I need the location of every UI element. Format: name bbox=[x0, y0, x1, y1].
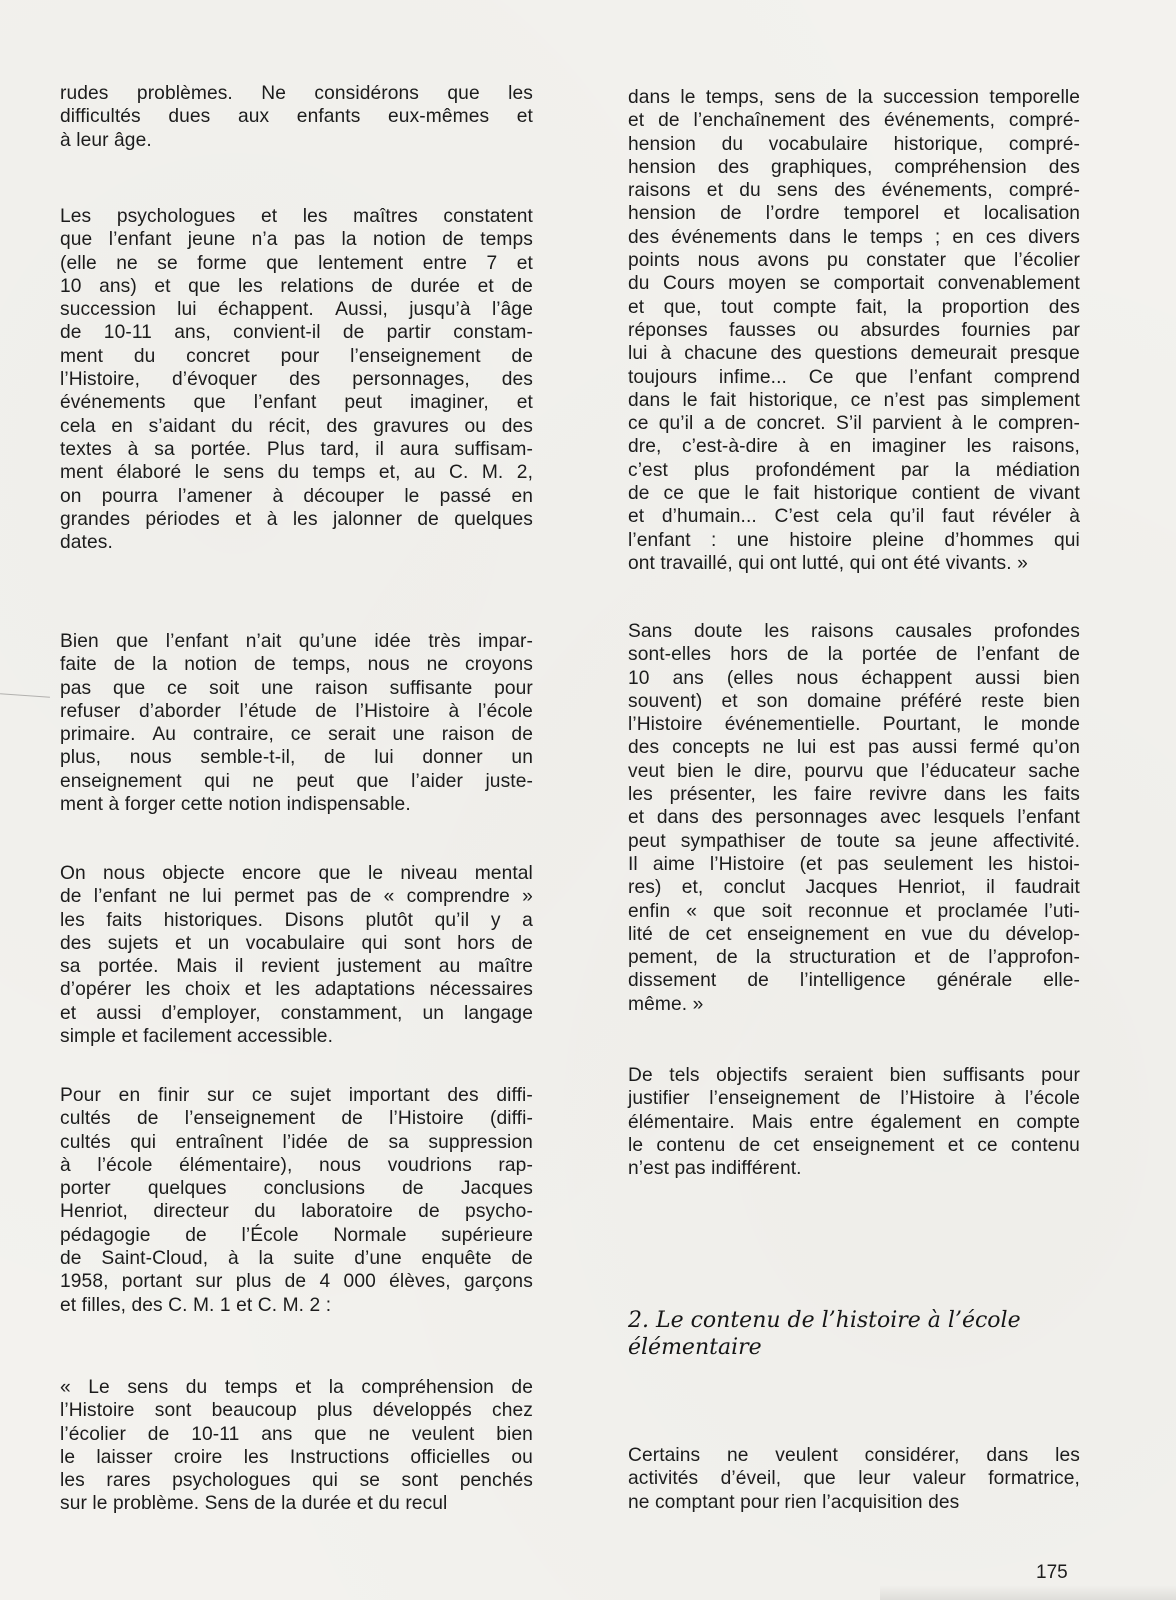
text-line: textes à sa portée. Plus tard, il aura suffisam- bbox=[60, 438, 533, 460]
text-line: faite de la notion de temps, nous ne croyons bbox=[60, 654, 533, 676]
page-number: 175 bbox=[1036, 1562, 1068, 1583]
text-line: Certains ne veulent considérer, dans les bbox=[628, 1445, 1080, 1466]
paragraph bbox=[60, 630, 533, 816]
text-line: le laisser croire les Instructions officielles ou bbox=[60, 1446, 533, 1468]
text-line: le contenu de cet enseignement et ce contenu bbox=[628, 1134, 1080, 1156]
text-line: et de l’enchaînement des événements, compré- bbox=[628, 110, 1080, 132]
text-line: porter quelques conclusions de Jacques bbox=[60, 1178, 533, 1200]
text-line: points nous avons pu constater que l’écolier bbox=[628, 250, 1080, 272]
text-line: pas que ce soit une raison suffisante pour bbox=[60, 677, 533, 699]
text-line: de Saint-Cloud, à la suite d’une enquête de bbox=[60, 1248, 533, 1270]
text-line: sont-elles hors de la portée de l’enfant de bbox=[628, 644, 1080, 666]
text-line: « Le sens du temps et la compréhension de bbox=[60, 1377, 533, 1398]
text-line: ce qu’il a de concret. S’il parvient à le compren- bbox=[628, 413, 1080, 435]
text-line: des concepts ne lui est pas aussi fermé qu’on bbox=[628, 737, 1080, 759]
section-heading bbox=[628, 1307, 1080, 1361]
text-line: Sans doute les raisons causales profondes bbox=[628, 621, 1080, 642]
text-line: de ce que le fait historique contient de vivant bbox=[628, 483, 1080, 505]
section-heading-line: 2. Le contenu de l’histoire à l’école bbox=[628, 1308, 1021, 1333]
paragraph bbox=[60, 1376, 533, 1516]
text-line: cela en s’aidant du récit, des gravures ou des bbox=[60, 415, 533, 437]
text-line: ment du concret pour l’enseignement de bbox=[60, 345, 533, 367]
text-line: activités d’éveil, que leur valeur formatrice, bbox=[628, 1468, 1080, 1490]
section-heading-line: élémentaire bbox=[628, 1335, 762, 1360]
text-line: lui à chacune des questions demeurait presque bbox=[628, 343, 1080, 365]
text-line: Il aime l’Histoire (et pas seulement les histoi- bbox=[628, 853, 1080, 875]
text-line: les présenter, les faire revivre dans les faits bbox=[628, 784, 1080, 806]
paragraph bbox=[628, 86, 1080, 575]
text-line: succession lui échappent. Aussi, jusqu’à l’âge bbox=[60, 299, 533, 321]
text-line: du Cours moyen se comportait convenablement bbox=[628, 273, 1080, 295]
text-line: hension du vocabulaire historique, compré- bbox=[628, 133, 1080, 155]
text-line: l’écolier de 10-11 ans que ne veulent bien bbox=[60, 1423, 533, 1445]
text-line: Bien que l’enfant n’ait qu’une idée très impar- bbox=[60, 631, 533, 652]
text-line: Henriot, directeur du laboratoire de psycho- bbox=[60, 1201, 533, 1223]
text-line: grandes périodes et à les jalonner de quelques bbox=[60, 508, 533, 530]
text-line: cultés qui entraînent l’idée de sa suppression bbox=[60, 1131, 533, 1153]
text-line: ont travaillé, qui ont lutté, qui ont été vivants. » bbox=[628, 552, 1028, 574]
text-line: réponses fausses ou absurdes fournies par bbox=[628, 319, 1080, 341]
text-line: de 10-11 ans, convient-il de partir constam- bbox=[60, 322, 533, 344]
text-line: à leur âge. bbox=[60, 129, 152, 151]
text-line: justifier l’enseignement de l’Histoire à l’école bbox=[628, 1088, 1080, 1110]
text-line: dissement de l’intelligence générale elle- bbox=[628, 970, 1080, 992]
text-line: des événements dans le temps ; en ces divers bbox=[628, 226, 1080, 248]
text-line: 10 ans (elles nous échappent aussi bien bbox=[628, 667, 1080, 689]
text-line: d’opérer les choix et les adaptations nécessaires bbox=[60, 979, 533, 1001]
text-line: hension de l’ordre temporel et localisation bbox=[628, 203, 1080, 225]
text-line: les rares psychologues qui se sont penchés bbox=[60, 1470, 533, 1492]
text-line: raisons et du sens des événements, compré- bbox=[628, 180, 1080, 202]
text-line: toujours infime... Ce que l’enfant comprend bbox=[628, 366, 1080, 388]
text-line: souvent) et son domaine préféré reste bien bbox=[628, 690, 1080, 712]
text-line: simple et facilement accessible. bbox=[60, 1026, 334, 1048]
text-line: 1958, portant sur plus de 4 000 élèves, garçons bbox=[60, 1271, 533, 1293]
text-line: à l’école élémentaire), nous voudrions rap- bbox=[60, 1154, 533, 1176]
text-line: refuser d’aborder l’étude de l’Histoire à l’école bbox=[60, 700, 533, 722]
text-line: dans le fait historique, ce n’est pas simplement bbox=[628, 389, 1080, 411]
text-line: dates. bbox=[60, 532, 113, 554]
text-line: même. » bbox=[628, 993, 704, 1015]
text-line: pement, de la structuration et de l’approfon- bbox=[628, 947, 1080, 969]
text-line: enseignement qui ne peut que l’aider juste- bbox=[60, 770, 533, 792]
text-line: événements que l’enfant peut imaginer, et bbox=[60, 392, 533, 414]
paragraph bbox=[628, 1064, 1080, 1180]
page-edge-shadow bbox=[880, 1585, 1176, 1600]
text-line: ment à forger cette notion indispensable. bbox=[60, 794, 411, 816]
text-line: pédagogie de l’École Normale supérieure bbox=[60, 1224, 533, 1246]
text-line: et dans des personnages avec lesquels l’enfant bbox=[628, 807, 1080, 829]
text-line: res) et, conclut Jacques Henriot, il faudrait bbox=[628, 877, 1080, 899]
text-line: et d’humain... C’est cela qu’il faut révéler à bbox=[628, 506, 1080, 528]
text-line: n’est pas indifférent. bbox=[628, 1158, 802, 1180]
text-line: l’enfant : une histoire pleine d’hommes qui bbox=[628, 529, 1080, 551]
text-line: primaire. Au contraire, ce serait une raison de bbox=[60, 724, 533, 746]
paragraph bbox=[60, 1084, 533, 1317]
text-line: et filles, des C. M. 1 et C. M. 2 : bbox=[60, 1294, 332, 1316]
paragraph bbox=[60, 862, 533, 1048]
text-line: hension des graphiques, compréhension des bbox=[628, 156, 1080, 178]
text-line: les faits historiques. Disons plutôt qu’il y a bbox=[60, 909, 533, 931]
text-line: peut sympathiser de toute sa jeune affectivité. bbox=[628, 830, 1080, 852]
text-line: (elle ne se forme que lentement entre 7 et bbox=[60, 252, 533, 274]
text-line: difficultés dues aux enfants eux-mêmes et bbox=[60, 106, 533, 128]
text-line: dans le temps, sens de la succession temporelle bbox=[628, 87, 1080, 108]
text-line: que l’enfant jeune n’a pas la notion de temps bbox=[60, 229, 533, 251]
text-line: ne comptant pour rien l’acquisition des bbox=[628, 1491, 960, 1513]
text-line: l’Histoire événementielle. Pourtant, le monde bbox=[628, 714, 1080, 736]
margin-mark bbox=[0, 693, 50, 697]
text-line: de l’enfant ne lui permet pas de « comprendre » bbox=[60, 886, 533, 908]
text-line: l’Histoire sont beaucoup plus développés chez bbox=[60, 1400, 533, 1422]
text-line: dre, c’est-à-dire à en imaginer les raisons, bbox=[628, 436, 1080, 458]
text-line: enfin « que soit reconnue et proclamée l’uti- bbox=[628, 900, 1080, 922]
text-line: on pourra l’amener à découper le passé en bbox=[60, 485, 533, 507]
text-line: Pour en finir sur ce sujet important des diffi- bbox=[60, 1085, 533, 1106]
text-line: l’Histoire, d’évoquer des personnages, des bbox=[60, 369, 533, 391]
text-line: Les psychologues et les maîtres constatent bbox=[60, 206, 533, 227]
text-line: élémentaire. Mais entre également en compte bbox=[628, 1111, 1080, 1133]
text-line: lité de cet enseignement en vue du dévelop- bbox=[628, 923, 1080, 945]
text-line: des sujets et un vocabulaire qui sont hors de bbox=[60, 932, 533, 954]
text-line: ment élaboré le sens du temps et, au C. M. 2, bbox=[60, 462, 533, 484]
text-line: sur le problème. Sens de la durée et du recul bbox=[60, 1493, 448, 1515]
text-line: 10 ans) et que les relations de durée et de bbox=[60, 275, 533, 297]
paragraph bbox=[60, 205, 533, 554]
text-line: De tels objectifs seraient bien suffisants pour bbox=[628, 1065, 1080, 1086]
text-line: c’est plus profondément par la médiation bbox=[628, 459, 1080, 481]
paragraph bbox=[628, 620, 1080, 1016]
text-line: plus, nous semble-t-il, de lui donner un bbox=[60, 747, 533, 769]
paragraph bbox=[60, 82, 533, 152]
text-line: rudes problèmes. Ne considérons que les bbox=[60, 83, 533, 104]
text-line: cultés de l’enseignement de l’Histoire (diffi- bbox=[60, 1108, 533, 1130]
text-line: On nous objecte encore que le niveau mental bbox=[60, 863, 533, 884]
text-line: et aussi d’employer, constamment, un langage bbox=[60, 1002, 533, 1024]
text-line: sa portée. Mais il revient justement au maître bbox=[60, 956, 533, 978]
text-line: veut bien le dire, pourvu que l’éducateur sache bbox=[628, 760, 1080, 782]
paragraph bbox=[628, 1444, 1080, 1514]
text-line: et que, tout compte fait, la proportion des bbox=[628, 296, 1080, 318]
